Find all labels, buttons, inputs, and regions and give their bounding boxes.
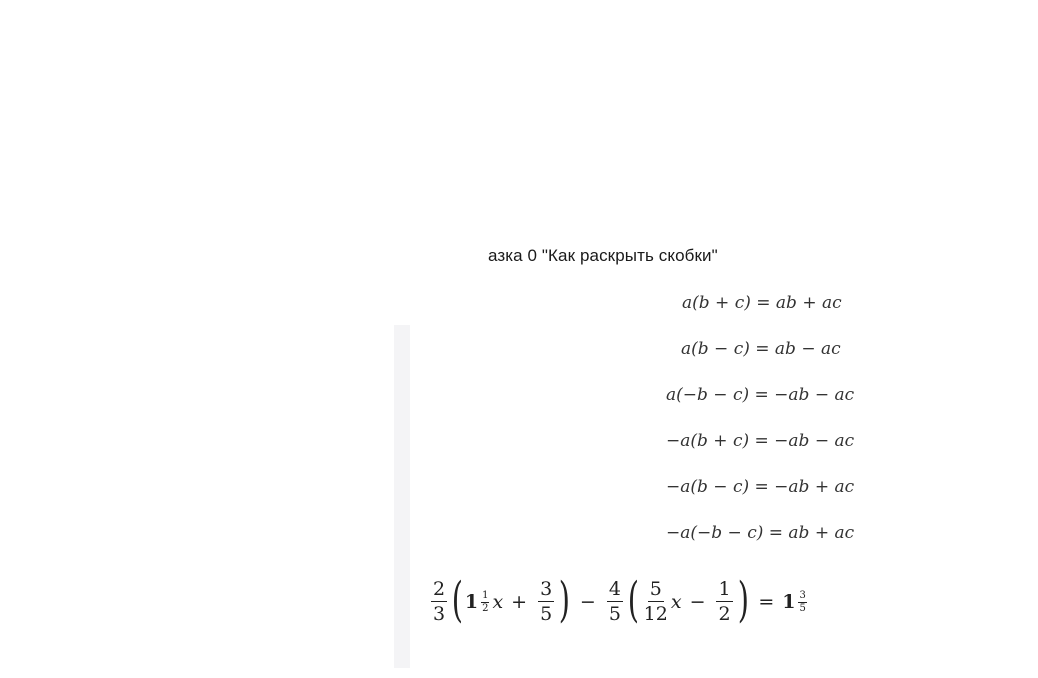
variable-x: x — [492, 591, 504, 613]
fraction-small — [481, 591, 489, 614]
equals-sign: = — [758, 591, 775, 613]
mixed-whole: 1 — [782, 591, 796, 613]
formula-1: a(b + c) = ab + ac — [682, 293, 842, 313]
denominator: 5 — [799, 602, 806, 614]
minus-sign: − — [689, 591, 706, 613]
fraction — [431, 580, 447, 624]
open-paren: ( — [451, 572, 464, 628]
minus-sign: − — [579, 591, 596, 613]
close-paren: ) — [737, 572, 749, 628]
formula-5: −a(b − c) = −ab + ac — [666, 477, 855, 497]
denominator: 12 — [643, 603, 668, 625]
denominator: 3 — [433, 603, 446, 625]
numerator: 2 — [433, 578, 446, 600]
numerator: 3 — [799, 589, 806, 601]
numerator: 3 — [540, 578, 553, 600]
formula-3: a(−b − c) = −ab − ac — [666, 385, 855, 405]
fraction — [538, 580, 554, 624]
fraction — [607, 580, 623, 624]
variable-x: x — [670, 591, 682, 613]
fraction-small — [798, 591, 806, 614]
formula-4: −a(b + c) = −ab − ac — [666, 431, 855, 451]
numerator: 5 — [649, 578, 662, 600]
page-title: азка 0 "Как раскрыть скобки" — [488, 246, 718, 265]
denominator: 5 — [608, 603, 621, 625]
main-equation — [428, 572, 810, 632]
fraction — [644, 580, 668, 624]
denominator: 5 — [540, 603, 553, 625]
open-paren: ( — [627, 572, 639, 628]
numerator: 4 — [608, 578, 621, 600]
plus-sign: + — [511, 591, 528, 613]
denominator: 2 — [482, 602, 489, 614]
fraction — [716, 580, 732, 624]
numerator: 1 — [718, 578, 731, 600]
quote-bar — [394, 325, 410, 668]
formula-2: a(b − c) = ab − ac — [681, 339, 841, 359]
numerator: 1 — [482, 589, 489, 601]
close-paren: ) — [558, 572, 571, 628]
mixed-whole: 1 — [464, 591, 479, 613]
denominator: 2 — [718, 603, 731, 625]
formula-6: −a(−b − c) = ab + ac — [666, 523, 855, 543]
